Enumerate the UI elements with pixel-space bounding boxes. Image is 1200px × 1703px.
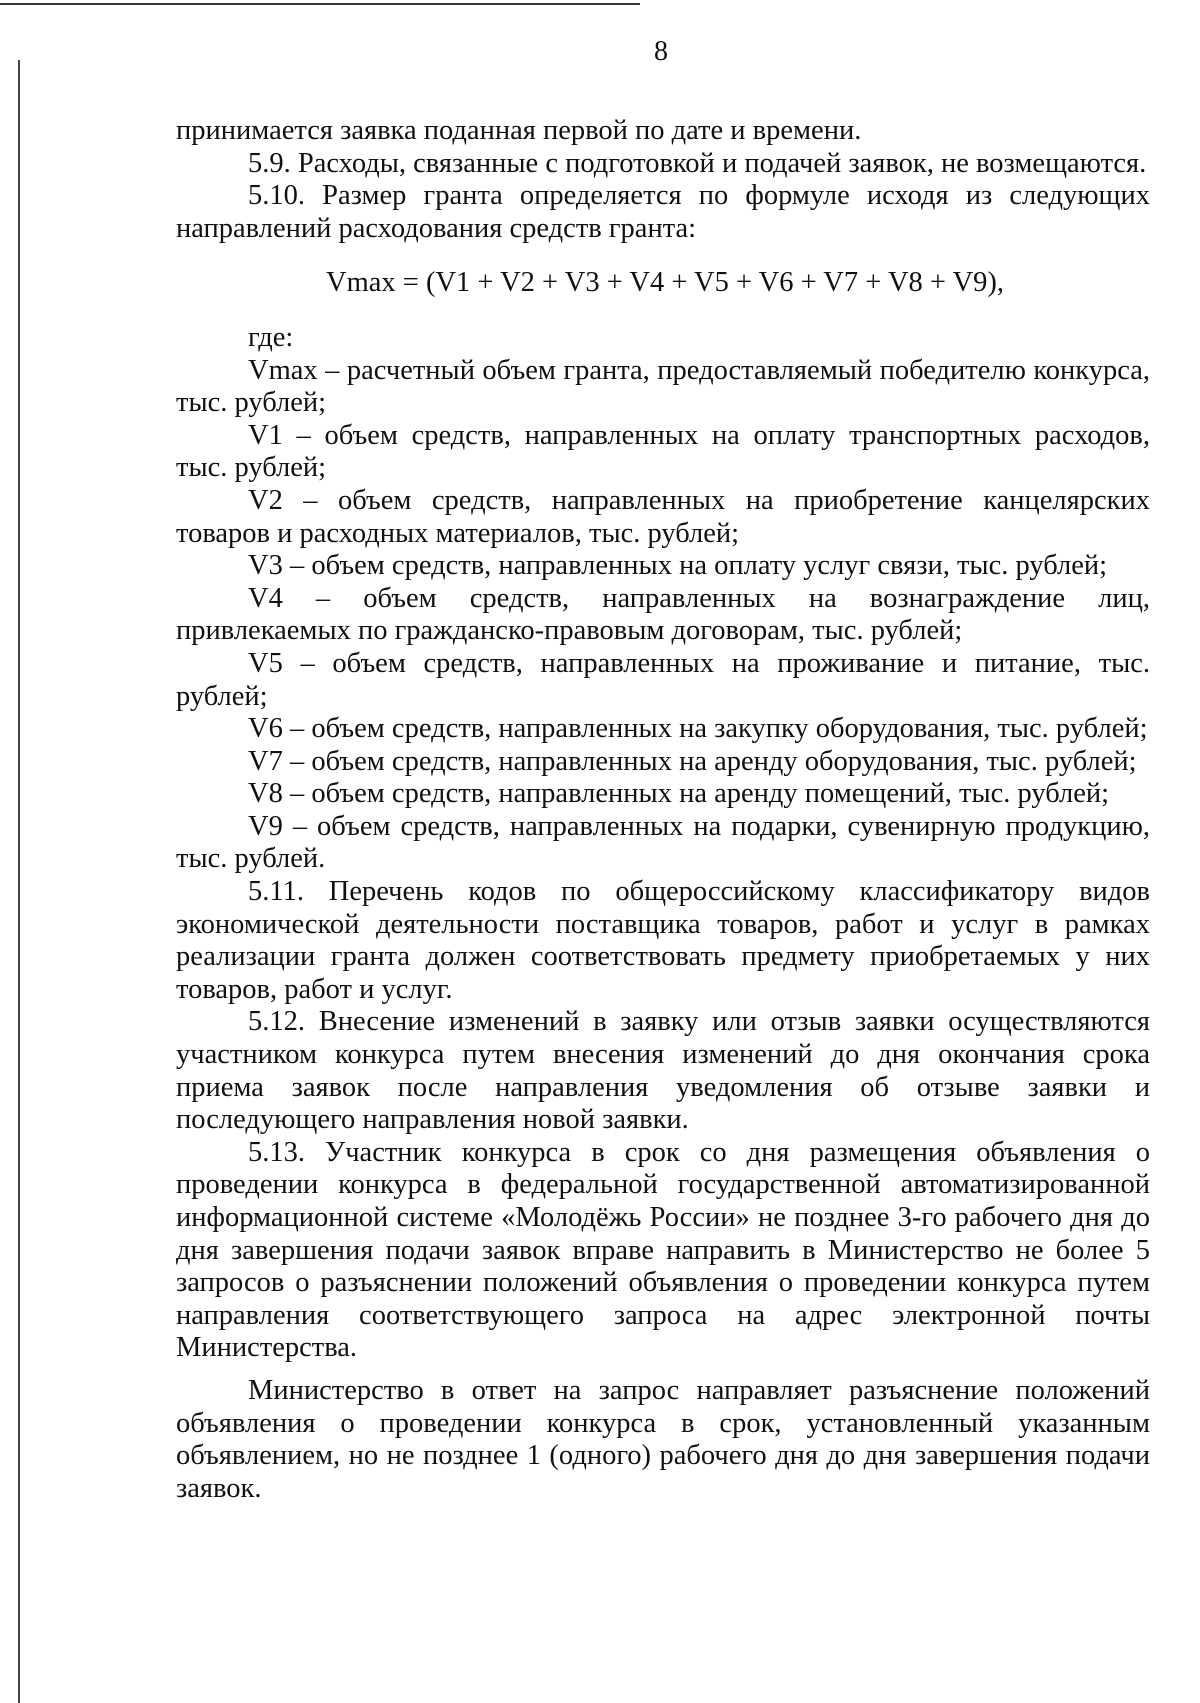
definition-v3: V3 – объем средств, направленных на оплату услуг связи, тыс. рублей; (248, 550, 1108, 582)
paragraph-5-10: 5.10. Размер гранта определяется по формуле исходя из следующих направлений расходования средств гранта: (176, 180, 1150, 244)
paragraph-5-11: 5.11. Перечень кодов по общероссийскому классификатору видов экономической деятельности поставщика товаров, работ и услуг в рамках реализации гранта должен соответствовать предмету приобретаемых у них товаров, работ и услуг. (176, 876, 1150, 1005)
paragraph-continuation: принимается заявка поданная первой по дате и времени. (176, 115, 862, 146)
paragraph-5-9: 5.9. Расходы, связанные с подготовкой и подачей заявок, не возмещаются. (248, 147, 1147, 179)
definition-v6: V6 – объем средств, направленных на закупку оборудования, тыс. рублей; (248, 713, 1148, 745)
scan-top-edge-line (0, 3, 640, 5)
definition-v2: V2 – объем средств, направленных на приобретение канцелярских товаров и расходных материалов, тыс. рублей; (176, 484, 1150, 549)
grant-formula: Vmax = (V1 + V2 + V3 + V4 + V5 + V6 + V7 + V8 + V9), (326, 267, 1005, 299)
definition-vmax: Vmax – расчетный объем гранта, предоставляемый победителю конкурса, тыс. рублей; (176, 354, 1150, 419)
paragraph-ministry-response: Министерство в ответ на запрос направляет разъяснение положений объявления о проведении конкурса в срок, установленный указанным объявлением, но не позднее 1 (одного) рабочего дня до дня завершения подачи заявок. (176, 1374, 1150, 1504)
definition-v9: V9 – объем средств, направленных на подарки, сувенирную продукцию, тыс. рублей. (176, 810, 1150, 875)
document-body (176, 115, 1150, 1505)
paragraph-5-13: 5.13. Участник конкурса в срок со дня размещения объявления о проведении конкурса в федеральной государственной автоматизированной информационной системе «Молодёжь России» не позднее 3-го рабочего дня до дня завершения подачи заявок вправе направить в Министерство не более 5 запросов о разъяснении положений объявления о проведении конкурса путем направления соответствующего запроса на адрес электронной почты Министерства. (176, 1136, 1150, 1364)
definition-v4: V4 – объем средств, направленных на вознаграждение лиц, привлекаемых по гражданско-правовым договорам, тыс. рублей; (176, 582, 1150, 647)
paragraph-where: где: (248, 321, 294, 353)
definition-v8: V8 – объем средств, направленных на аренду помещений, тыс. рублей; (248, 778, 1110, 810)
paragraph-5-12: 5.12. Внесение изменений в заявку или отзыв заявки осуществляются участником конкурса путем внесения изменений до дня окончания срока приема заявок после направления уведомления об отзыве заявки и последующего направления новой заявки. (176, 1006, 1150, 1136)
paragraph-spacer (176, 1365, 1150, 1375)
definition-v1: V1 – объем средств, направленных на оплату транспортных расходов, тыс. рублей; (176, 419, 1150, 484)
definition-v7: V7 – объем средств, направленных на аренду оборудования, тыс. рублей; (248, 745, 1137, 777)
page-number: 8 (654, 36, 668, 67)
scan-left-edge-line (18, 60, 20, 1703)
definition-v5: V5 – объем средств, направленных на проживание и питание, тыс. рублей; (176, 647, 1150, 712)
